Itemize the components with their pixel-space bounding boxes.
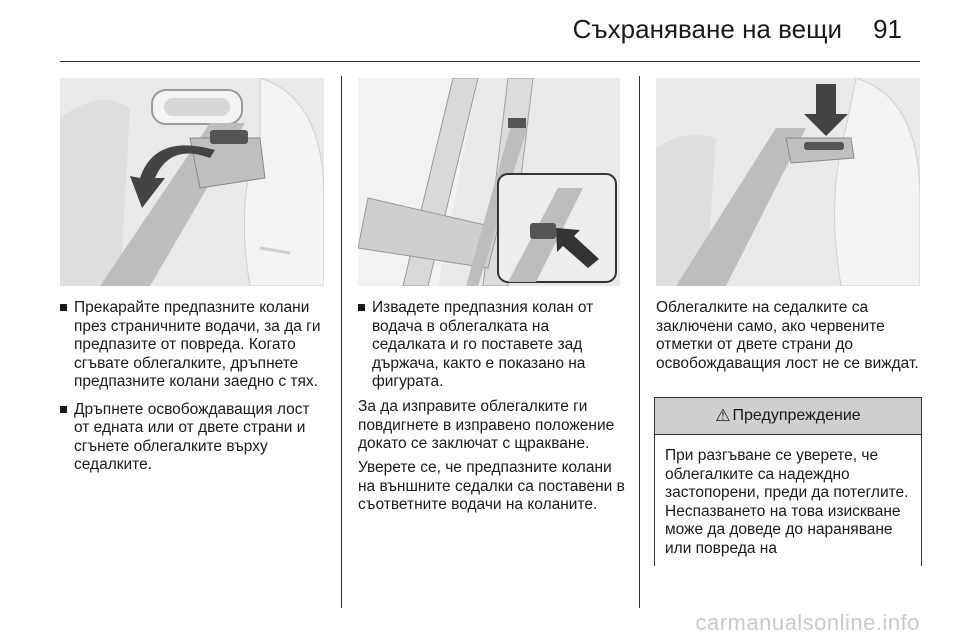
paragraph-lock-check: Облегалките на седалките са заключени само, ако червените отметки от двете страни до освобождаващия лост не се виждат.: [656, 299, 919, 372]
warning-box: [654, 397, 922, 566]
warning-title: Предупреждение: [732, 407, 861, 424]
warning-header: [655, 398, 921, 435]
instruction-list-1: [60, 299, 326, 484]
watermark: carmanualsonline.info: [695, 610, 920, 635]
list-item: Извадете предпазния колан от водача в облегалката на седалката и го поставете зад държача, както е показано на фигурата.: [358, 299, 624, 392]
lock-indicator-icon: [656, 78, 920, 286]
column-divider-1: [341, 76, 342, 608]
folded-seat-belt-icon: [60, 78, 324, 286]
paragraph-raise-backrests: За да изправите облегалките ги повдигнете в изправено положение докато се заключат с щракване.: [358, 398, 615, 452]
figure-lock-indicator: [656, 78, 920, 286]
figure-belt-holder: [358, 78, 620, 286]
page-number: 91: [873, 14, 902, 44]
list-item: Дръпнете освобождаващия лост от едната или от двете страни и сгънете облегалките върху седалките.: [60, 401, 326, 475]
belt-holder-icon: [358, 78, 620, 286]
warning-triangle-icon: ⚠: [715, 406, 731, 425]
header-rule: [60, 61, 920, 62]
page-title: Съхраняване на вещи: [572, 14, 842, 44]
instruction-list-2: [358, 299, 624, 401]
figure-seat-belt-folding: [60, 78, 324, 286]
column-divider-2: [639, 76, 640, 608]
paragraph-check-belts: Уверете се, че предпазните колани на външните седалки са поставени в съответните водачи на коланите.: [358, 459, 625, 513]
warning-text: При разгъване се уверете, че облегалките са надеждно застопорени, преди да потеглите. Неспазването на това изискване може да доведе до нараняване или повреда на: [665, 447, 909, 557]
list-item: Прекарайте предпазните колани през страничните водачи, за да ги предпазите от повреда. Когато сгъвате облегалките, дръпнете предпазните колани заедно с тях.: [60, 299, 326, 392]
